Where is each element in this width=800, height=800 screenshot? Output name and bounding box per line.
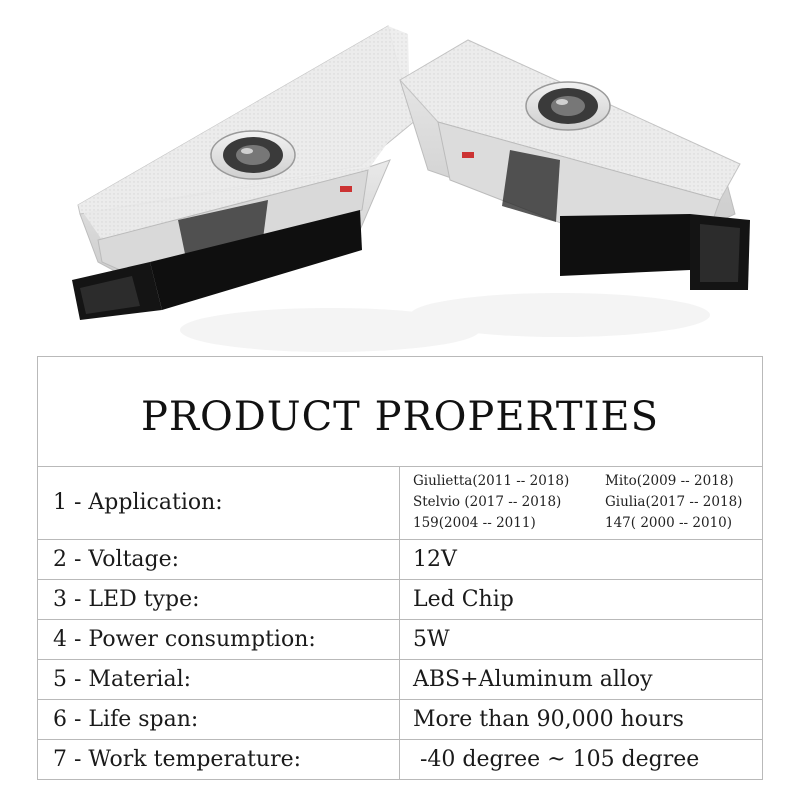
application-item: Giulia(2017 -- 2018) [605,494,743,510]
row-label: 2 - Voltage: [38,540,400,579]
application-item: Mito(2009 -- 2018) [605,473,734,489]
row-value: 5W [413,627,450,652]
row-value: Led Chip [413,587,514,612]
table-row-work-temperature [38,740,762,779]
row-value: -40 degree ~ 105 degree [413,747,700,772]
row-label: 3 - LED type: [38,580,400,619]
row-label: 6 - Life span: [38,700,400,739]
table-row-led-type [38,580,762,620]
table-row-material [38,660,762,700]
row-label: 4 - Power consumption: [38,620,400,659]
row-label: 1 - Application: [38,466,400,539]
table-row-application [38,466,762,540]
left-light-unit [72,26,416,320]
product-properties-table [37,356,763,780]
product-photo [0,0,800,356]
application-list [400,466,762,539]
row-label: 7 - Work temperature: [38,740,400,779]
row-value: 12V [413,547,457,572]
table-title: PRODUCT PROPERTIES [140,393,660,440]
door-projector-lights-image [0,0,800,356]
application-item: 147( 2000 -- 2010) [605,515,733,531]
table-row-voltage [38,540,762,580]
row-label: 5 - Material: [38,660,400,699]
application-item: 159(2004 -- 2011) [413,515,536,531]
row-value: ABS+Aluminum alloy [413,667,653,692]
application-item: Stelvio (2017 -- 2018) [413,494,562,510]
table-row-life-span [38,700,762,740]
right-light-unit [400,40,750,290]
table-title-row [38,357,762,467]
row-value: More than 90,000 hours [413,707,684,732]
table-row-power-consumption [38,620,762,660]
application-item: Giulietta(2011 -- 2018) [413,473,570,489]
